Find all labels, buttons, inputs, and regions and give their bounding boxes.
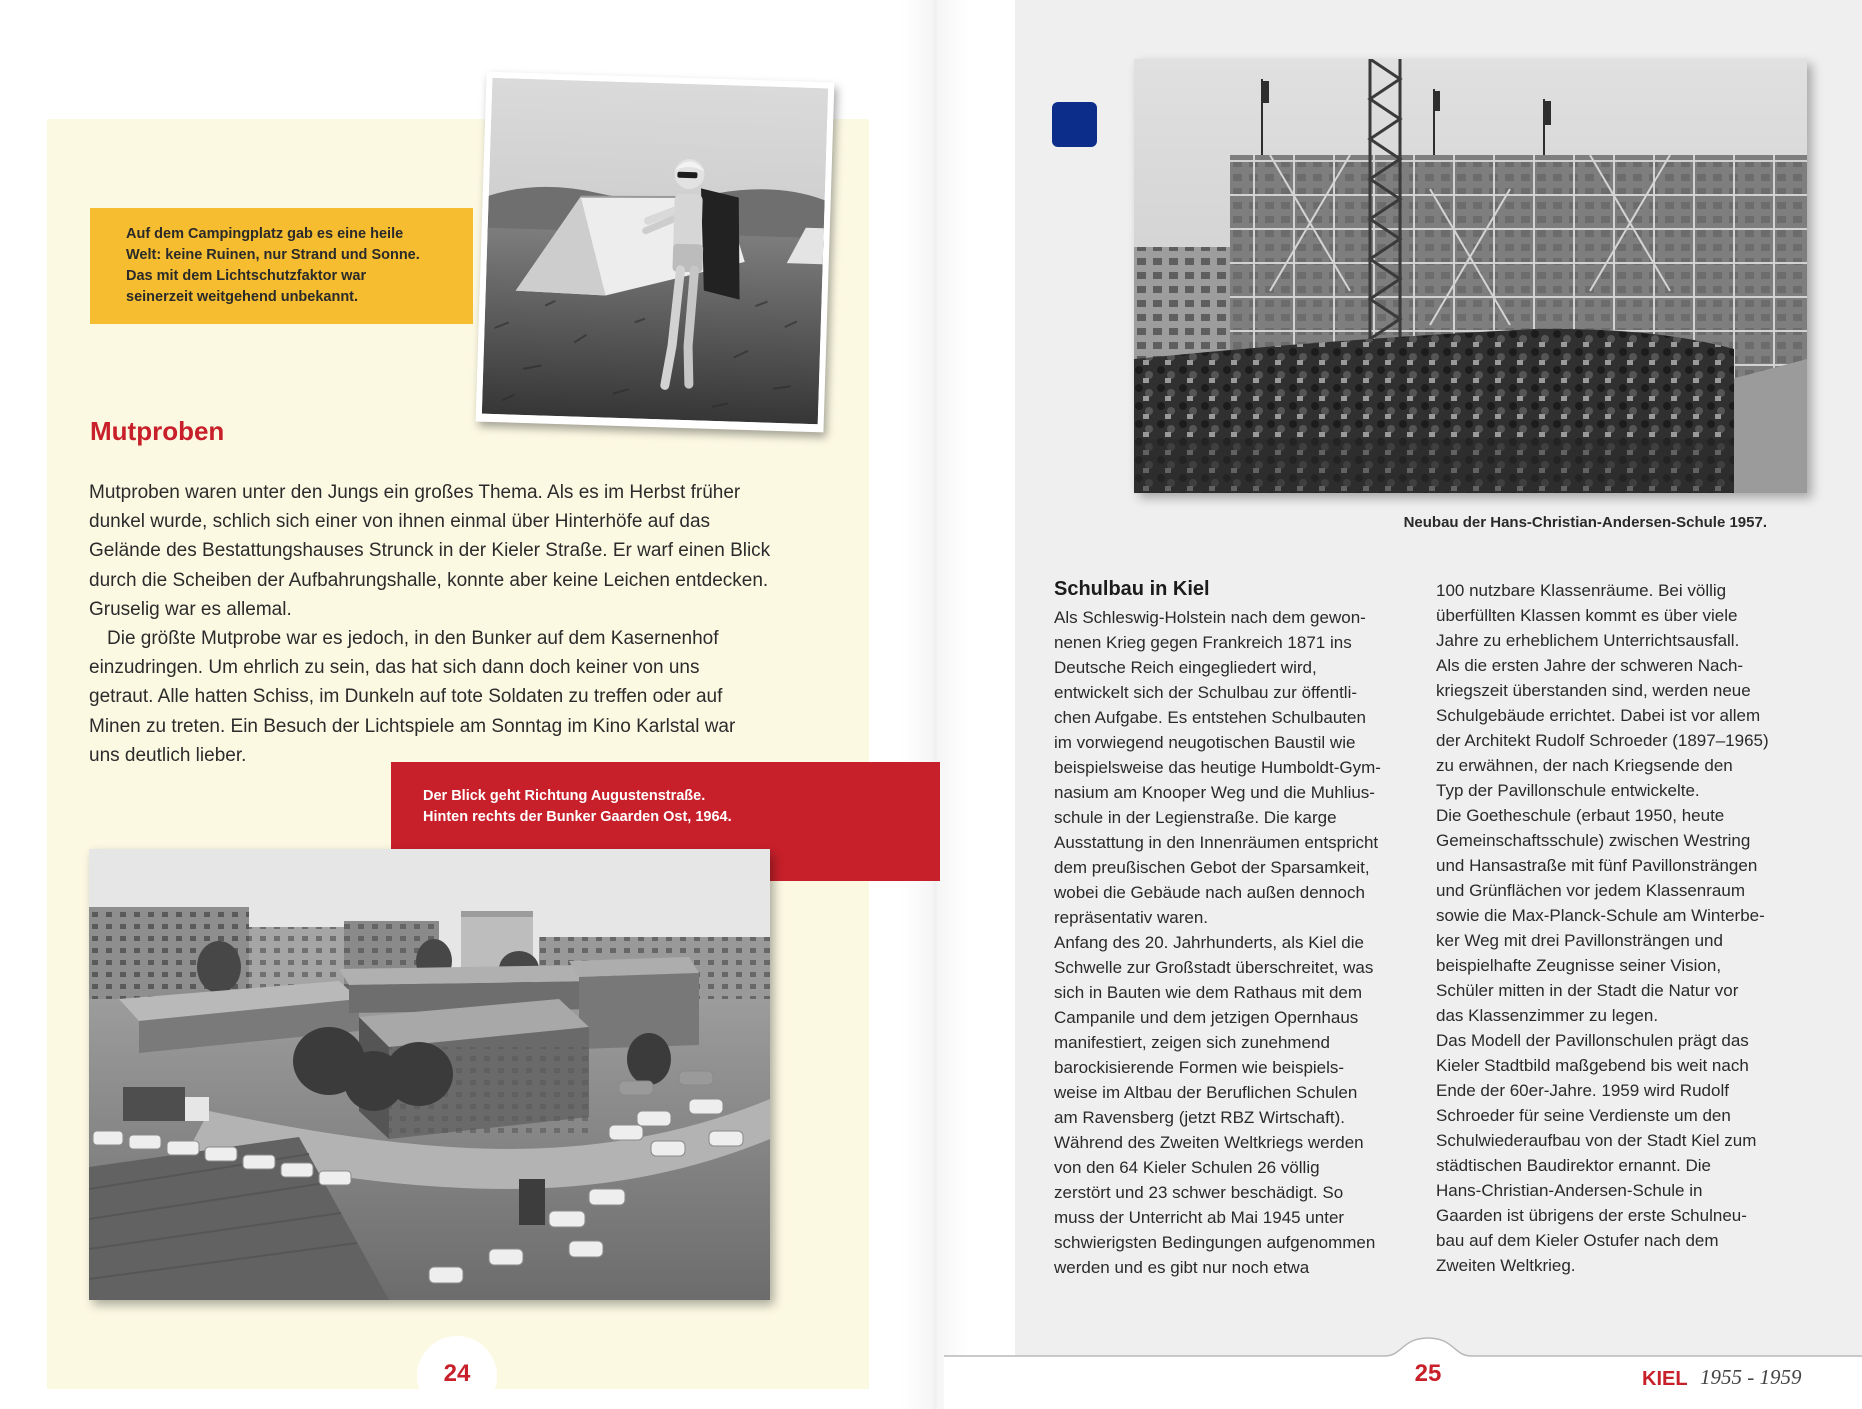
caption-line: Der Blick geht Richtung Augustenstraße.	[423, 788, 706, 804]
caption-line: Auf dem Campingplatz gab es eine heile	[126, 226, 404, 242]
text-line: überfüllten Klassen kommt es über viele	[1436, 606, 1738, 625]
street-aerial-photo-image	[89, 849, 770, 1300]
text-line: Schroeder für seine Verdienste um den	[1436, 1106, 1731, 1125]
text-line: kriegszeit überstanden sind, werden neue	[1436, 681, 1751, 700]
text-line: muss der Unterricht ab Mai 1945 unter	[1054, 1208, 1345, 1227]
text-line: weise im Altbau der Beruflichen Schulen	[1054, 1083, 1358, 1102]
text-line: 100 nutzbare Klassenräume. Bei völlig	[1436, 581, 1727, 600]
text-line: Typ der Pavillonschule entwickelte.	[1436, 781, 1700, 800]
text-line: Mutproben waren unter den Jungs ein großes Thema. Als es im Herbst früher	[89, 482, 741, 503]
text-line: Zweiten Weltkrieg.	[1436, 1256, 1576, 1275]
text-line: Ausstattung in den Innenräumen entspricht	[1054, 833, 1379, 852]
text-line: Gruselig war es allemal.	[89, 598, 292, 620]
text-line: städtischen Baudirektor ernannt. Die	[1436, 1156, 1711, 1175]
text-line: dem preußischen Gebot der Sparsamkeit,	[1054, 858, 1370, 877]
camping-caption-text	[126, 224, 473, 308]
text-line: Anfang des 20. Jahrhunderts, als Kiel die	[1054, 933, 1364, 952]
camping-caption-box	[90, 208, 473, 324]
text-line: Während des Zweiten Weltkriegs werden	[1054, 1133, 1364, 1152]
text-line: Minen zu treten. Ein Besuch der Lichtspiele am Sonntag im Kino Karlstal war	[89, 715, 736, 737]
text-line: Das Modell der Pavillonschulen prägt das	[1436, 1031, 1749, 1050]
text-line: Schulgebäude errichtet. Dabei ist vor allem	[1436, 706, 1761, 725]
camping-photo-image	[482, 78, 828, 424]
text-line: Gelände des Bestattungshauses Strunck in der Kieler Straße. Er warf einen Blick	[89, 540, 771, 562]
text-line: Die Goetheschule (erbaut 1950, heute	[1436, 806, 1725, 825]
text-line: das Klassenzimmer zu legen.	[1436, 1006, 1659, 1025]
text-column-2	[1436, 578, 1856, 1278]
footer-years: 1955 - 1959	[1700, 1365, 1802, 1389]
text-line: Als die ersten Jahre der schweren Nach-	[1436, 656, 1744, 675]
text-line: Campanile und dem jetzigen Opernhaus	[1054, 1008, 1359, 1027]
text-line: und Hansastraße mit fünf Pavillonsträngen	[1436, 856, 1758, 875]
text-line: Jahre zu erheblichem Unterrichtsausfall.	[1436, 631, 1740, 650]
text-line: dunkel wurde, schlich sich einer von ihnen einmal über Hinterhöfe auf das	[89, 511, 711, 533]
text-line: durch die Scheiben der Aufbahrungshalle, konnte aber keine Leichen entdecken.	[89, 569, 769, 591]
street-aerial-photo	[89, 849, 770, 1300]
text-line: nenen Krieg gegen Frankreich 1871 ins	[1054, 633, 1352, 652]
text-line: manifestiert, zeigen sich zunehmend	[1054, 1033, 1330, 1052]
text-line: Kieler Stadtbild maßgebend bis weit nach	[1436, 1056, 1749, 1075]
text-line: bau auf dem Kieler Ostufer nach dem	[1436, 1231, 1719, 1250]
paragraph	[89, 478, 869, 624]
school-construction-photo-image	[1134, 59, 1807, 493]
page-number: 24	[443, 1360, 471, 1387]
text-line: schule in der Legienstraße. Die karge	[1054, 808, 1337, 827]
text-line: Hans-Christian-Andersen-Schule in	[1436, 1181, 1703, 1200]
text-line: schwierigsten Bedingungen aufgenommen	[1054, 1233, 1376, 1252]
text-line: am Ravensberg (jetzt RBZ Wirtschaft).	[1054, 1108, 1345, 1127]
text-line: und Grünflächen vor jedem Klassenraum	[1436, 881, 1745, 900]
text-line: sich in Bauten wie dem Rathaus mit dem	[1054, 983, 1363, 1002]
street-photo-caption-text	[423, 786, 940, 828]
page-number-tab	[1398, 1360, 1458, 1388]
section-heading: Mutproben	[90, 416, 225, 446]
text-line: sowie die Max-Planck-Schule am Winterbe-	[1436, 906, 1765, 925]
text-line: entwickelt sich der Schulbau zur öffentli-	[1054, 683, 1358, 702]
text-line: barockisierende Formen wie beispiels-	[1054, 1058, 1345, 1077]
text-line: Die größte Mutprobe war es jedoch, in den Bunker auf dem Kasernenhof	[107, 628, 719, 650]
text-line: von den 64 Kieler Schulen 26 völlig	[1054, 1158, 1320, 1177]
book-gutter	[900, 0, 970, 1409]
caption-line: Welt: keine Ruinen, nur Strand und Sonne.	[126, 247, 420, 263]
text-line: nasium am Knooper Weg und die Muhlius-	[1054, 783, 1375, 802]
text-line: Gaarden ist übrigens der erste Schulneu-	[1436, 1206, 1747, 1225]
text-line: Ende der 60er-Jahre. 1959 wird Rudolf	[1436, 1081, 1729, 1100]
text-line: Gemeinschaftsschule) zwischen Westring	[1436, 831, 1751, 850]
crowd	[1134, 329, 1734, 493]
text-line: zerstört und 23 schwer beschädigt. So	[1054, 1183, 1344, 1202]
caption-line: Das mit dem Lichtschutzfaktor war	[126, 268, 367, 284]
text-line: Als Schleswig-Holstein nach dem gewon-	[1054, 608, 1366, 627]
text-line: repräsentativ waren.	[1054, 908, 1209, 927]
text-line: im vorwiegend neugotischen Baustil wie	[1054, 733, 1356, 752]
text-line: Schulwiederaufbau von der Stadt Kiel zum	[1436, 1131, 1757, 1150]
school-construction-photo	[1134, 59, 1807, 493]
text-line: getraut. Alle hatten Schiss, im Dunkeln auf tote Soldaten zu treffen oder auf	[89, 686, 723, 708]
footer-brand: KIEL	[1642, 1368, 1688, 1390]
footer-rule	[0, 1320, 1862, 1409]
page-number: 25	[1414, 1360, 1442, 1387]
paragraph	[89, 624, 869, 770]
text-line: chen Aufgabe. Es entstehen Schulbauten	[1054, 708, 1366, 727]
chapter-color-marker	[1052, 102, 1097, 147]
text-line: der Architekt Rudolf Schroeder (1897–1965)	[1436, 731, 1769, 750]
text-line: beispielsweise das heutige Humboldt-Gym-	[1054, 758, 1381, 777]
construction-photo-caption: Neubau der Hans-Christian-Andersen-Schule 1957.	[1403, 514, 1767, 531]
text-line: beispielhafte Zeugnisse seiner Vision,	[1436, 956, 1722, 975]
section-heading: Schulbau in Kiel	[1054, 578, 1210, 600]
text-line: einzudringen. Um ehrlich zu sein, das hat sich dann doch keiner von uns	[89, 657, 700, 679]
text-line: wobei die Gebäude nach außen dennoch	[1054, 883, 1365, 902]
text-line: Schwelle zur Großstadt überschreitet, was	[1054, 958, 1374, 977]
text-line: werden und es gibt nur noch etwa	[1054, 1258, 1310, 1277]
text-line: Deutsche Reich eingegliedert wird,	[1054, 658, 1317, 677]
caption-line: Hinten rechts der Bunker Gaarden Ost, 1964.	[423, 809, 732, 825]
caption-line: seinerzeit weitgehend unbekannt.	[126, 289, 359, 305]
camping-photo	[476, 72, 835, 433]
story-text	[89, 478, 869, 770]
text-line: zu erwähnen, der nach Kriegsende den	[1436, 756, 1733, 775]
text-line: Schüler mitten in der Stadt die Natur vor	[1436, 981, 1739, 1000]
text-line: uns deutlich lieber.	[89, 744, 247, 766]
text-column-1	[1054, 605, 1434, 1280]
text-line: ker Weg mit drei Pavillonsträngen und	[1436, 931, 1723, 950]
